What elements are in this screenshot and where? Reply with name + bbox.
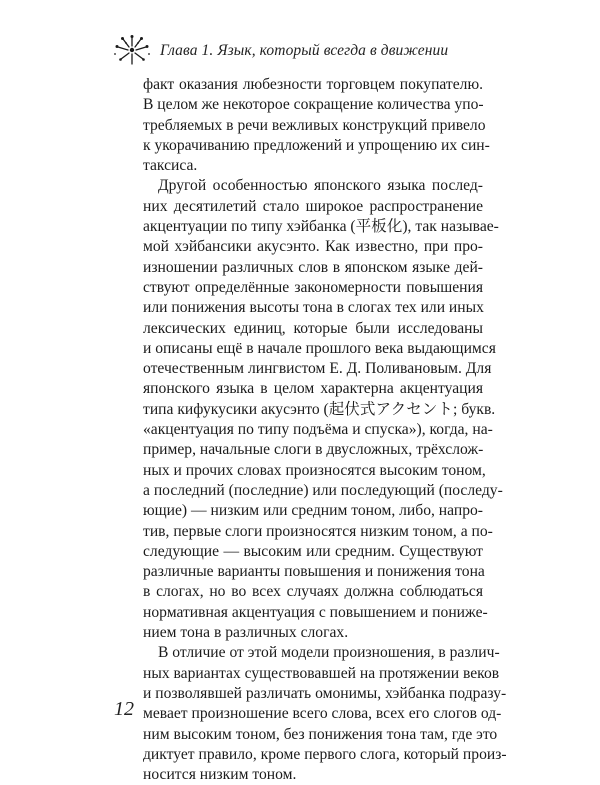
text-line: и позволявшей различать омонимы, хэйбанка подразу- — [143, 684, 507, 702]
text-line: ных вариантах существовавшей на протяжении веков — [143, 664, 500, 682]
text-line: мевает произношение всего слова, всех его слогов од- — [143, 705, 502, 723]
firework-ornament-icon — [112, 34, 152, 68]
text-line: В целом же некоторое сокращение количества упо- — [143, 96, 484, 114]
text-line: отечественным лингвистом Е. Д. Поливановым. Для — [143, 360, 492, 378]
text-line: ним высоким тоном, без понижения тона там, где это — [143, 725, 498, 743]
text-line: них десятилетий стало широкое распространение — [143, 197, 483, 215]
text-line: типа кифукусики акусэнто (起伏式アクセント; букв. — [143, 400, 496, 418]
text-line: пример, начальные слоги в двусложных, трёхслож- — [143, 441, 484, 459]
text-line: диктует правило, кроме первого слога, который произ- — [143, 745, 507, 763]
text-line: лексических единиц, которые были исследованы — [143, 319, 483, 337]
text-line: к укорачиванию предложений и упрощению их син- — [143, 136, 490, 154]
text-line: факт оказания любезности торговцем покупателю. — [143, 76, 483, 93]
text-line: мой хэйбансики акусэнто. Как известно, при про- — [143, 238, 483, 256]
text-line: различные варианты повышения и понижения тона — [143, 563, 485, 581]
text-line: и описаны ещё в начале прошлого века выдающимся — [143, 339, 496, 357]
text-line: нормативная акцентуация с повышением и пониже- — [143, 603, 488, 621]
text-line: ных и прочих словах произносятся высоким тоном, — [143, 461, 486, 479]
text-line: ствуют определённые закономерности повышения — [143, 278, 483, 296]
text-line: таксиса. — [143, 157, 198, 175]
text-line: японского языка в целом характерна акцентуация — [143, 380, 483, 398]
text-line: В отличие от этой модели произношения, в различ- — [158, 644, 500, 662]
text-line: или понижения высоты тона в слогах тех или иных — [143, 299, 484, 317]
text-line: «акцентуация по типу подъёма и спуска»), когда, на- — [143, 421, 493, 439]
text-line: тив, первые слоги произносятся низким тоном, а по- — [143, 522, 493, 540]
text-line: изношении различных слов в японском языке дей- — [143, 258, 483, 276]
text-line: в слогах, но во всех случаях должна соблюдаться — [143, 583, 483, 601]
text-line: Другой особенностью японского языка послед- — [158, 177, 483, 195]
text-line: а последний (последние) или последующий (последу- — [143, 481, 503, 499]
text-line: следующие — высоким или средним. Существуют — [143, 542, 483, 560]
text-line: нием тона в различных слогах. — [143, 624, 349, 642]
running-title: Глава 1. Язык, который всегда в движении — [160, 42, 449, 59]
text-line: ющие) — низким или средним тоном, либо, напро- — [143, 502, 484, 520]
text-line: требляемых в речи вежливых конструкций привело — [143, 116, 486, 134]
page-number: 12 — [114, 698, 134, 720]
text-line: акцентуации по типу хэйбанка (平板化), так называе- — [143, 218, 499, 236]
running-header — [112, 34, 492, 68]
body-text — [143, 75, 507, 785]
text-line: носится низким тоном. — [143, 766, 297, 784]
